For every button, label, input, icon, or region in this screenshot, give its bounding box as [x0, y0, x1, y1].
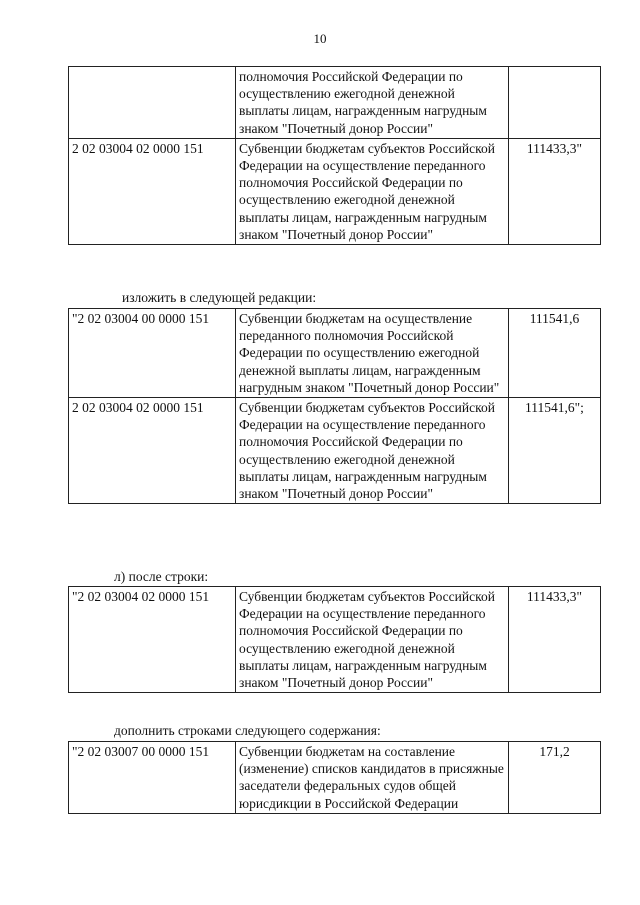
amount-cell: 111433,3"	[509, 138, 601, 244]
instruction-text: л) после строки:	[114, 569, 209, 584]
amount-cell	[509, 67, 601, 139]
budget-table-1	[68, 66, 601, 245]
code-cell: "2 02 03004 00 0000 151	[69, 309, 236, 398]
description-cell: Субвенции бюджетам субъектов Российской Федерации на осуществление переданного полномочия Российской Федерации по осуществлению ежегодной денежной выплаты лицам, награжденным нагрудным знаком "Почетный донор России"	[236, 587, 509, 693]
amount-cell: 171,2	[509, 742, 601, 814]
table-row	[69, 309, 601, 398]
budget-table-2	[68, 308, 601, 504]
budget-table-3	[68, 586, 601, 693]
table-row	[69, 67, 601, 139]
instruction-text: изложить в следующей редакции:	[122, 290, 317, 305]
amount-cell: 111433,3"	[509, 587, 601, 693]
table-row	[69, 742, 601, 814]
table-row	[69, 398, 601, 504]
table-row	[69, 587, 601, 693]
code-cell: "2 02 03004 02 0000 151	[69, 587, 236, 693]
description-cell: Субвенции бюджетам субъектов Российской Федерации на осуществление переданного полномочия Российской Федерации по осуществлению ежегодной денежной выплаты лицам, награжденным нагрудным знаком "Почетный донор России"	[236, 138, 509, 244]
amount-cell: 111541,6";	[509, 398, 601, 504]
code-cell: "2 02 03007 00 0000 151	[69, 742, 236, 814]
budget-table-4	[68, 741, 601, 814]
description-cell: полномочия Российской Федерации по осуществлению ежегодной денежной выплаты лицам, награжденным нагрудным знаком "Почетный донор России"	[236, 67, 509, 139]
description-cell: Субвенции бюджетам на осуществление переданного полномочия Российской Федерации по осуществлению ежегодной денежной выплаты лицам, награжденным нагрудным знаком "Почетный донор России"	[236, 309, 509, 398]
code-cell	[69, 67, 236, 139]
description-cell: Субвенции бюджетам на составление (изменение) списков кандидатов в присяжные заседатели федеральных судов общей юрисдикции в Российской Федерации	[236, 742, 509, 814]
code-cell: 2 02 03004 02 0000 151	[69, 138, 236, 244]
instruction-text: дополнить строками следующего содержания:	[114, 723, 381, 738]
amount-cell: 111541,6	[509, 309, 601, 398]
code-cell: 2 02 03004 02 0000 151	[69, 398, 236, 504]
table-row	[69, 138, 601, 244]
page-number: 10	[313, 31, 327, 46]
description-cell: Субвенции бюджетам субъектов Российской Федерации на осуществление переданного полномочия Российской Федерации по осуществлению ежегодной денежной выплаты лицам, награжденным нагрудным знаком "Почетный донор России"	[236, 398, 509, 504]
